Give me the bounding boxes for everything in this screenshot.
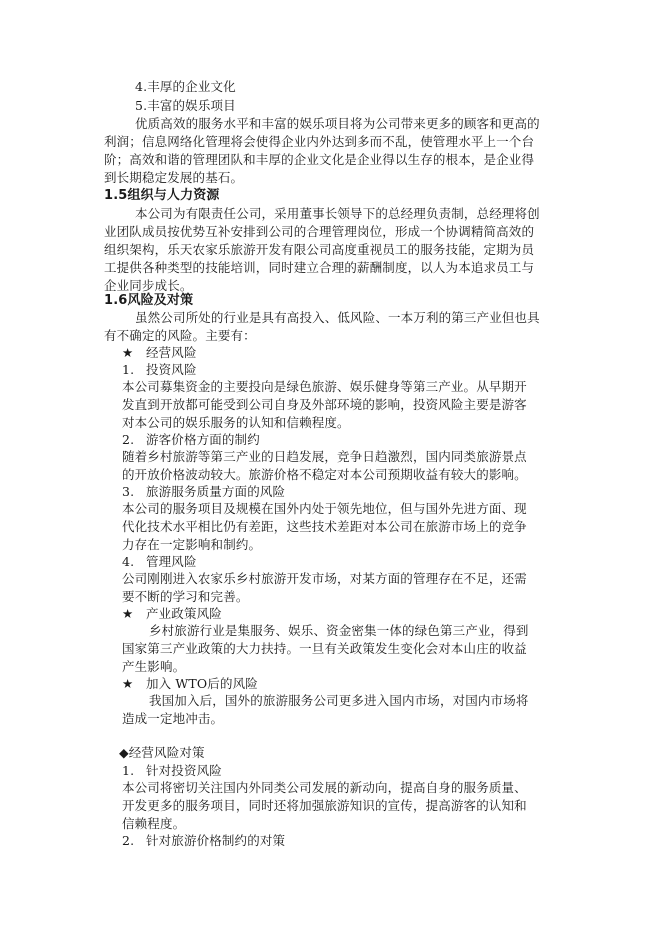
- bullet-item: ★ 经营风险: [122, 345, 197, 360]
- paragraph-line: 组织架构，乐天农家乐旅游开发有限公司高度重视员工的服务技能，定期为员: [104, 242, 535, 257]
- paragraph-line: 对本公司的娱乐服务的认知和信赖程度。: [122, 415, 350, 430]
- paragraph-line: 本公司为有限责任公司，采用董事长领导下的总经理负责制，总经理将创: [135, 206, 540, 221]
- numbered-item: 2. 针对旅游价格制约的对策: [122, 833, 286, 848]
- paragraph-line: 要不断的学习和完善。: [122, 589, 249, 604]
- diamond-bullet-icon: ◆: [119, 745, 129, 760]
- paragraph-line: 工提供各种类型的技能培训，同时建立合理的薪酬制度，以人为本追求员工与: [104, 260, 535, 275]
- paragraph-line: 虽然公司所处的行业是具有高投入、低风险、一本万利的第三产业但也具: [135, 310, 540, 325]
- paragraph-line: 发直到开放都可能受到公司自身及外部环境的影响，投资风险主要是游客: [122, 397, 527, 412]
- numbered-item: 3. 旅游服务质量方面的风险: [122, 484, 286, 499]
- bullet-item: ★ 加入 WTO后的风险: [122, 676, 258, 691]
- bullet-item: ◆经营风险对策: [119, 745, 205, 760]
- star-bullet-icon: ★: [122, 676, 134, 691]
- paragraph-line: 本公司募集资金的主要投向是绿色旅游、娱乐健身等第三产业。从早期开: [122, 379, 527, 394]
- paragraph-line: 代化技术水平相比仍有差距，这些技术差距对本公司在旅游市场上的竞争: [122, 519, 527, 534]
- paragraph-line: 阶；高效和谐的管理团队和丰厚的企业文化是企业得以生存的根本，是企业得: [104, 152, 535, 167]
- bullet-item: ★ 产业政策风险: [122, 606, 222, 621]
- paragraph-line: 造成一定地冲击。: [122, 711, 224, 726]
- paragraph-line: 开发更多的服务项目，同时还将加强旅游知识的宣传，提高游客的认知和: [122, 798, 527, 813]
- paragraph-line: 本公司的服务项目及规模在国外内处于领先地位，但与国外先进方面、现: [122, 501, 527, 516]
- star-bullet-icon: ★: [122, 345, 134, 360]
- numbered-item: 1. 投资风险: [122, 362, 197, 377]
- numbered-item: 4. 管理风险: [122, 554, 197, 569]
- list-item-5: 5.丰富的娱乐项目: [135, 98, 236, 113]
- paragraph-line: 利润；信息网络化管理将会使得企业内外达到多而不乱，使管理水平上一个台: [104, 134, 535, 149]
- paragraph-line: 有不确定的风险。主要有：: [104, 328, 256, 343]
- numbered-item: 1. 针对投资风险: [122, 763, 222, 778]
- paragraph-line: 力存在一定影响和制约。: [122, 537, 262, 552]
- paragraph-line: 本公司将密切关注国内外同类公司发展的新动向，提高自身的服务质量、: [122, 780, 527, 795]
- paragraph-line: 信赖程度。: [122, 816, 186, 831]
- paragraph-line: 到长期稳定发展的基石。: [104, 170, 244, 185]
- paragraph-line: 乡村旅游行业是集服务、娱乐、资金密集一体的绿色第三产业，得到: [149, 623, 529, 638]
- paragraph-line: 随着乡村旅游等第三产业的日趋发展，竞争日趋激烈，国内同类旅游景点: [122, 449, 527, 464]
- paragraph-line: 业团队成员按优势互补安排到公司的合理管理岗位，形成一个协调精简高效的: [104, 224, 535, 239]
- paragraph-line: 的开放价格波动较大。旅游价格不稳定对本公司预期收益有较大的影响。: [122, 467, 527, 482]
- section-heading-1-6: 1.6风险及对策: [104, 293, 194, 308]
- paragraph-line: 我国加入后，国外的旅游服务公司更多进入国内市场，对国内市场将: [149, 693, 529, 708]
- paragraph-line: 优质高效的服务水平和丰富的娱乐项目将为公司带来更多的顾客和更高的: [135, 116, 540, 131]
- numbered-item: 2. 游客价格方面的制约: [122, 432, 260, 447]
- star-bullet-icon: ★: [122, 606, 134, 621]
- paragraph-line: 国家第三产业政策的大力扶持。一旦有关政策发生变化会对本山庄的收益: [122, 641, 527, 656]
- paragraph-line: 产生影响。: [122, 659, 186, 674]
- section-heading-1-5: 1.5组织与人力资源: [104, 188, 220, 203]
- paragraph-line: 公司刚刚进入农家乐乡村旅游开发市场，对某方面的管理存在不足，还需: [122, 571, 527, 586]
- paragraph-line: 企业同步成长。: [104, 278, 193, 293]
- list-item-4: 4.丰厚的企业文化: [135, 79, 236, 94]
